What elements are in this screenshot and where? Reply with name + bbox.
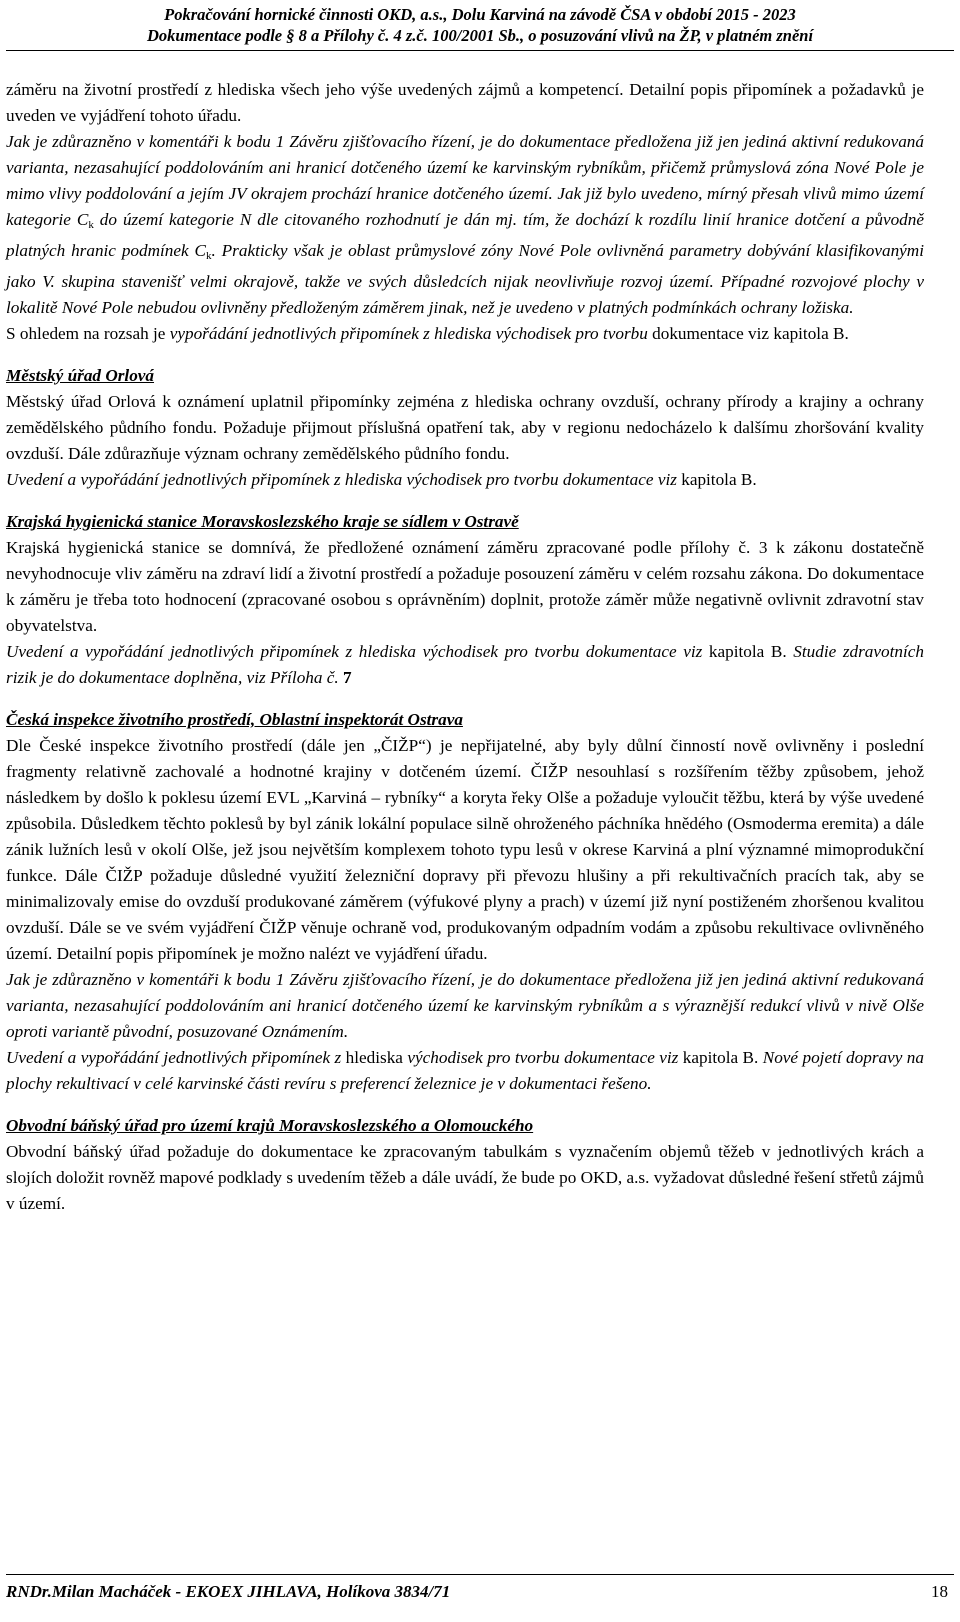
header-line-2: Dokumentace podle § 8 a Přílohy č. 4 z.č. 100/2001 Sb., o posuzování vlivů na ŽP, v platném znění bbox=[146, 26, 814, 45]
section-note-cizp: Uvedení a vypořádání jednotlivých připomínek z hlediska východisek pro tvorbu dokumentace viz kapitola B. Nové pojetí dopravy na plochy rekultivací v celé karvinské části revíru s preferencí železnice je v dokumentaci řešeno. bbox=[6, 1048, 924, 1093]
paragraph-comment-1: Jak je zdůrazněno v komentáři k bodu 1 Závěru zjišťovacího řízení, je do dokumentace předložena již jen jediná aktivní redukovaná varianta, nezasahující poddolováním ani hranicí dotčeného území ke karvinským rybníkům, přičemž průmyslová zóna Nové Pole je mimo vlivy poddolování a jejím JV okrajem prochází hranice dotčeného území. Jak již bylo uvedeno, mírný přesah vlivů mimo území kategorie $C_k$ do území kategorie N dle citovaného rozhodnutí je dán mj. tím, že dochází k rozdílu linií hranice dotčení a původně platných hranic podmínek $C_k$. Prakticky však je oblast průmyslové zóny Nové Pole ovlivněná parametry dobývání klasifikovanými jako V. skupina stavenišť velmi okrajově, takže ve svých důsledcích nijak neovlivňuje rozvoj území. Případné rozvojové plochy v lokalitě Nové Pole nebudou ovlivněny předloženým záměrem jinak, než je uvedeno v platných podmínkách ochrany ložiska. bbox=[6, 132, 925, 317]
footer-author: RNDr.Milan Macháček - EKOEX JIHLAVA, Holíkova 3834/71 bbox=[6, 1582, 451, 1601]
section-comment-cizp: Jak je zdůrazněno v komentáři k bodu 1 Závěru zjišťovacího řízení, je do dokumentace předložena již jen jediná aktivní redukovaná varianta, nezasahující poddolováním ani hranicí dotčeného území ke karvinským rybníkům a s výraznější redukcí vlivů v nivě Olše oproti variantě původní, posuzované Oznámením. bbox=[6, 970, 924, 1041]
page-number: 18 bbox=[931, 1582, 948, 1601]
section-heading-obu: Obvodní báňský úřad pro území krajů Moravskoslezského a Olomouckého bbox=[6, 1116, 534, 1135]
paragraph-continuation: záměru na životní prostředí z hlediska všech jeho výše uvedených zájmů a kompetencí. Detailní popis připomínek a požadavků je uveden ve vyjádření tohoto úřadu. bbox=[6, 80, 924, 125]
page-content bbox=[6, 77, 924, 1217]
section-body-khs: Krajská hygienická stanice se domnívá, že předložené oznámení záměru zpracované podle přílohy č. 3 k zákonu dostatečně nevyhodnocuje vliv záměru na zdraví lidí a životní prostředí a požaduje posouzení záměru v celém rozsahu zákona. Do dokumentace k záměru je třeba toto hodnocení (zpracované osobou s oprávněním) doplnit, protože záměr může negativně ovlivnit zdravotní stav obyvatelstva. bbox=[6, 538, 924, 635]
footer-divider bbox=[6, 1574, 954, 1575]
section-heading-orlova: Městský úřad Orlová bbox=[6, 366, 155, 385]
header-divider bbox=[6, 50, 954, 51]
section-note-khs: Uvedení a vypořádání jednotlivých připomínek z hlediska východisek pro tvorbu dokumentace viz kapitola B. Studie zdravotních rizik je do dokumentace doplněna, viz Příloha č. 7 bbox=[6, 642, 924, 687]
section-heading-cizp: Česká inspekce životního prostředí, Oblastní inspektorát Ostrava bbox=[6, 710, 463, 729]
paragraph-reference: S ohledem na rozsah je vypořádání jednotlivých připomínek z hlediska východisek pro tvorbu dokumentace viz kapitola B. bbox=[6, 324, 849, 343]
page-header bbox=[0, 4, 960, 46]
section-heading-khs: Krajská hygienická stanice Moravskoslezského kraje se sídlem v Ostravě bbox=[6, 512, 519, 531]
header-line-1: Pokračování hornické činnosti OKD, a.s., Dolu Karviná na závodě ČSA v období 2015 - 2023 bbox=[164, 5, 796, 24]
section-body-obu: Obvodní báňský úřad požaduje do dokumentace ke zpracovaným tabulkám s vyznačením objemů těžeb v jednotlivých krách a slojích doložit rovněž mapové podklady s uvedením těžeb a dále uvádí, že bude po OKD, a.s. vyžadovat důsledné řešení střetů zájmů v území. bbox=[6, 1142, 924, 1213]
section-note-orlova: Uvedení a vypořádání jednotlivých připomínek z hlediska východisek pro tvorbu dokumentace viz kapitola B. bbox=[6, 470, 757, 489]
section-body-cizp: Dle České inspekce životního prostředí (dále jen „ČIŽP“) je nepřijatelné, aby byly důlní činností nově ovlivněny i poslední fragmenty relativně zachovalé a hodnotné krajiny v dotčeném území. ČIŽP nesouhlasí s rozšířením těžby způsobem, jehož následkem by došlo k poklesu území EVL „Karviná – rybníky“ a koryta řeky Olše a požaduje vyloučit těžbu, která by výše uvedené způsobila. Důsledkem těchto poklesů by byl zánik lokální populace silně ohroženého páchníka hnědého (Osmoderma eremita) a dále zánik lužních lesů v okolí Olše, jež jsou největším komplexem tohoto typu lesů v okrese Karviná a plní významné mimoprodukční funkce. Dále ČIŽP požaduje důsledné využití železniční dopravy při převozu hlušiny a při rekultivačních pracích tak, aby se minimalizovaly emise do ovzduší produkované záměrem (výfukové plyny a prach) v území již nyní postiženém zhoršenou kvalitou ovzduší. Dále se ve svém vyjádření ČIŽP věnuje ochraně vod, produkovaným odpadním vodám a způsobu rekultivace ovlivněného území. Detailní popis připomínek je možno nalézt ve vyjádření úřadu. bbox=[6, 736, 924, 963]
section-body-orlova: Městský úřad Orlová k oznámení uplatnil připomínky zejména z hlediska ochrany ovzduší, ochrany přírody a krajiny a ochrany zemědělského půdního fondu. Požaduje přijmout příslušná opatření tak, aby v regionu nedocházelo k dalšímu zhoršování kvality ovzduší. Dále zdůrazňuje význam ochrany zemědělského půdního fondu. bbox=[6, 392, 924, 463]
